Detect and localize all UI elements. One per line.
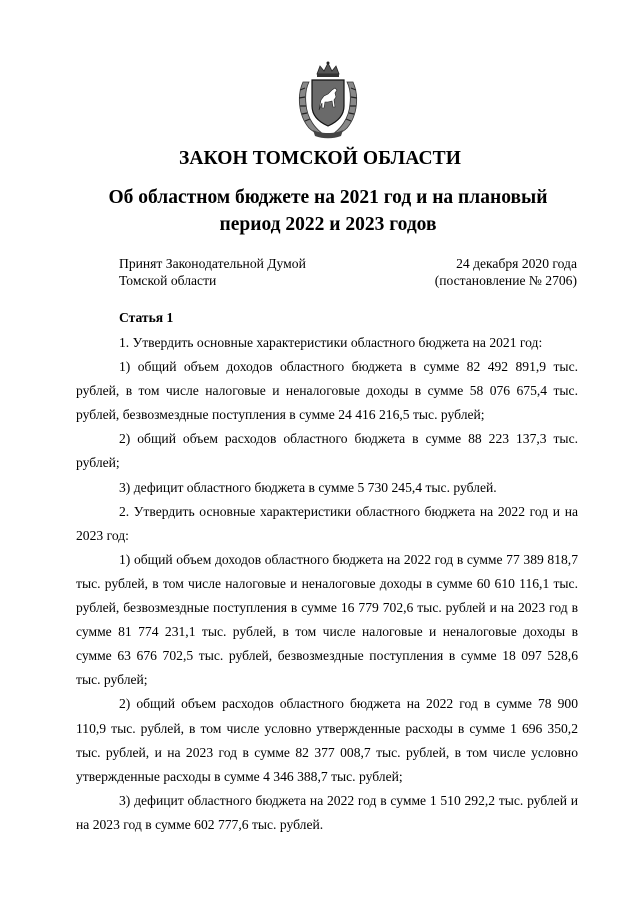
resolution-number: (постановление № 2706) bbox=[434, 273, 577, 288]
paragraph: 1) общий объем доходов областного бюджета в сумме 82 492 891,9 тыс. рублей, в том числе налоговые и неналоговые доходы в сумме 58 076 675,4 тыс. рублей, безвозмездные поступления в сумме 24 416 216,5 тыс. рублей; bbox=[76, 359, 578, 423]
law-title: ЗАКОН ТОМСКОЙ ОБЛАСТИ bbox=[178, 148, 462, 169]
paragraph: 1. Утвердить основные характеристики областного бюджета на 2021 год: bbox=[119, 335, 543, 350]
paragraph: 2) общий объем расходов областного бюджета на 2022 год в сумме 78 900 110,9 тыс. рублей, в том числе условно утвержденные расходы в сумме 1 696 350,2 тыс. рублей, и на 2023 год в сумме 82 377 008,7 тыс. рублей, в том числе условно утвержденные расходы в сумме 4 346 388,7 тыс. рублей; bbox=[76, 696, 578, 784]
adopted-by-line-1: Принят Законодательной Думой bbox=[119, 256, 306, 271]
law-subtitle bbox=[60, 184, 596, 238]
adopted-by-line-2: Томской области bbox=[119, 273, 217, 288]
adoption-date-block bbox=[435, 255, 577, 289]
adopted-by-block bbox=[119, 255, 306, 289]
law-subtitle-line-1: Об областном бюджете на 2021 год и на плановый bbox=[108, 187, 548, 208]
article-body bbox=[76, 331, 578, 837]
paragraph: 3) дефицит областного бюджета на 2022 год в сумме 1 510 292,2 тыс. рублей и на 2023 год в сумме 602 777,6 тыс. рублей. bbox=[76, 792, 578, 832]
article-heading: Статья 1 bbox=[119, 310, 174, 325]
paragraph: 3) дефицит областного бюджета в сумме 5 730 245,4 тыс. рублей. bbox=[119, 479, 497, 495]
paragraph: 2) общий объем расходов областного бюджета в сумме 88 223 137,3 тыс. рублей; bbox=[76, 431, 578, 471]
adoption-date: 24 декабря 2020 года bbox=[456, 256, 577, 271]
paragraph: 2. Утвердить основные характеристики областного бюджета на 2022 год и на 2023 год: bbox=[76, 503, 578, 543]
paragraph: 1) общий объем доходов областного бюджета на 2022 год в сумме 77 389 818,7 тыс. рублей, в том числе налоговые и неналоговые доходы в сумме 60 610 116,1 тыс. рублей, безвозмездные поступления в сумме 16 779 702,6 тыс. рублей и на 2023 год в сумме 81 774 231,1 тыс. рублей, в том числе налоговые и неналоговые доходы в сумме 63 676 702,5 тыс. рублей, безвозмездные поступления в сумме 18 097 528,6 тыс. рублей; bbox=[76, 551, 578, 688]
tomsk-region-coat-of-arms-icon bbox=[295, 60, 361, 140]
law-subtitle-line-2: период 2022 и 2023 годов bbox=[219, 214, 437, 235]
